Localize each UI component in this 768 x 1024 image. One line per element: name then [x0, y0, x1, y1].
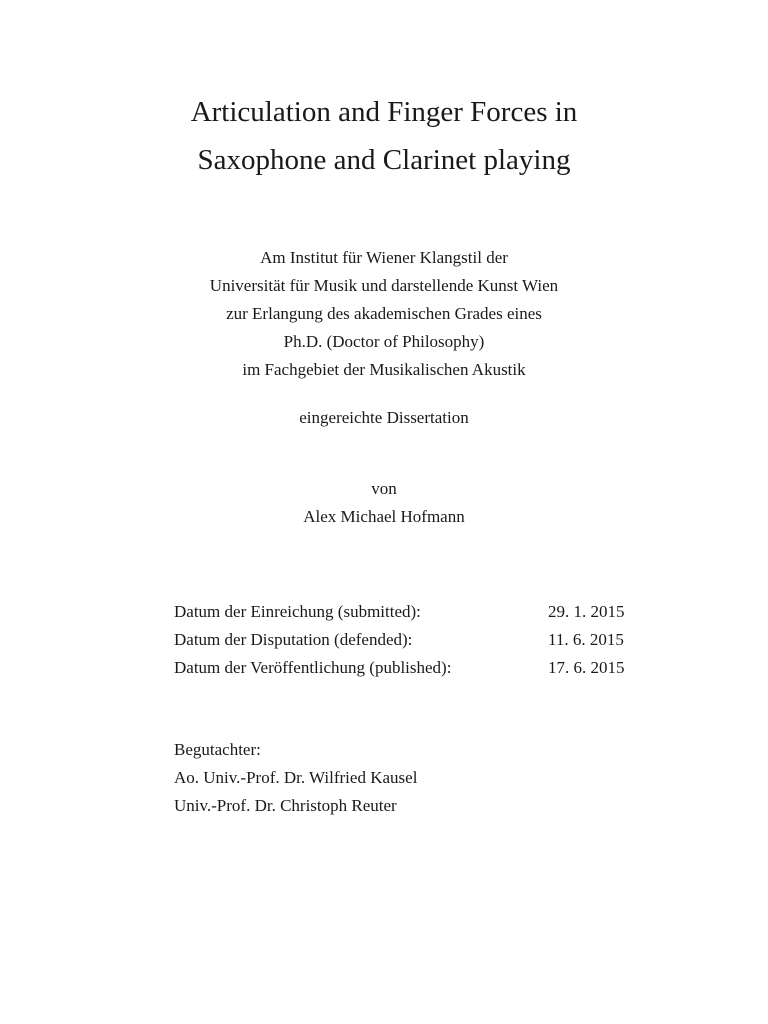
degree-line: Ph.D. (Doctor of Philosophy) — [283, 332, 485, 351]
date-row-published — [174, 654, 634, 682]
thesis-title-line-2: Saxophone and Clarinet playing — [197, 144, 571, 176]
author-prefix: von — [371, 479, 397, 498]
field-line: im Fachgebiet der Musikalischen Akustik — [242, 360, 526, 379]
thesis-title-line-1: Articulation and Finger Forces in — [190, 96, 578, 128]
date-row-submitted — [174, 598, 634, 626]
university-line: Universität für Musik und darstellende Kunst Wien — [209, 276, 559, 295]
thesis-title — [0, 88, 768, 184]
reviewers-heading: Begutachter: — [174, 740, 261, 759]
degree-purpose-line: zur Erlangung des akademischen Grades eines — [226, 304, 542, 323]
date-label: Datum der Einreichung (submitted): — [174, 602, 421, 621]
date-value: 29. 1. 2015 — [548, 602, 625, 621]
institution-line: Am Institut für Wiener Klangstil der — [260, 248, 508, 267]
reviewer-name: Ao. Univ.-Prof. Dr. Wilfried Kausel — [174, 768, 418, 787]
reviewers-block — [174, 736, 417, 820]
date-row-defended — [174, 626, 634, 654]
reviewer-name: Univ.-Prof. Dr. Christoph Reuter — [174, 796, 397, 815]
document-type: eingereichte Dissertation — [299, 408, 469, 427]
institution-block — [0, 244, 768, 384]
date-value: 17. 6. 2015 — [548, 658, 625, 677]
date-label: Datum der Disputation (defended): — [174, 630, 413, 649]
date-label: Datum der Veröffentlichung (published): — [174, 658, 452, 677]
date-value: 11. 6. 2015 — [548, 630, 624, 649]
dates-table — [174, 598, 634, 682]
author-name: Alex Michael Hofmann — [303, 507, 465, 526]
